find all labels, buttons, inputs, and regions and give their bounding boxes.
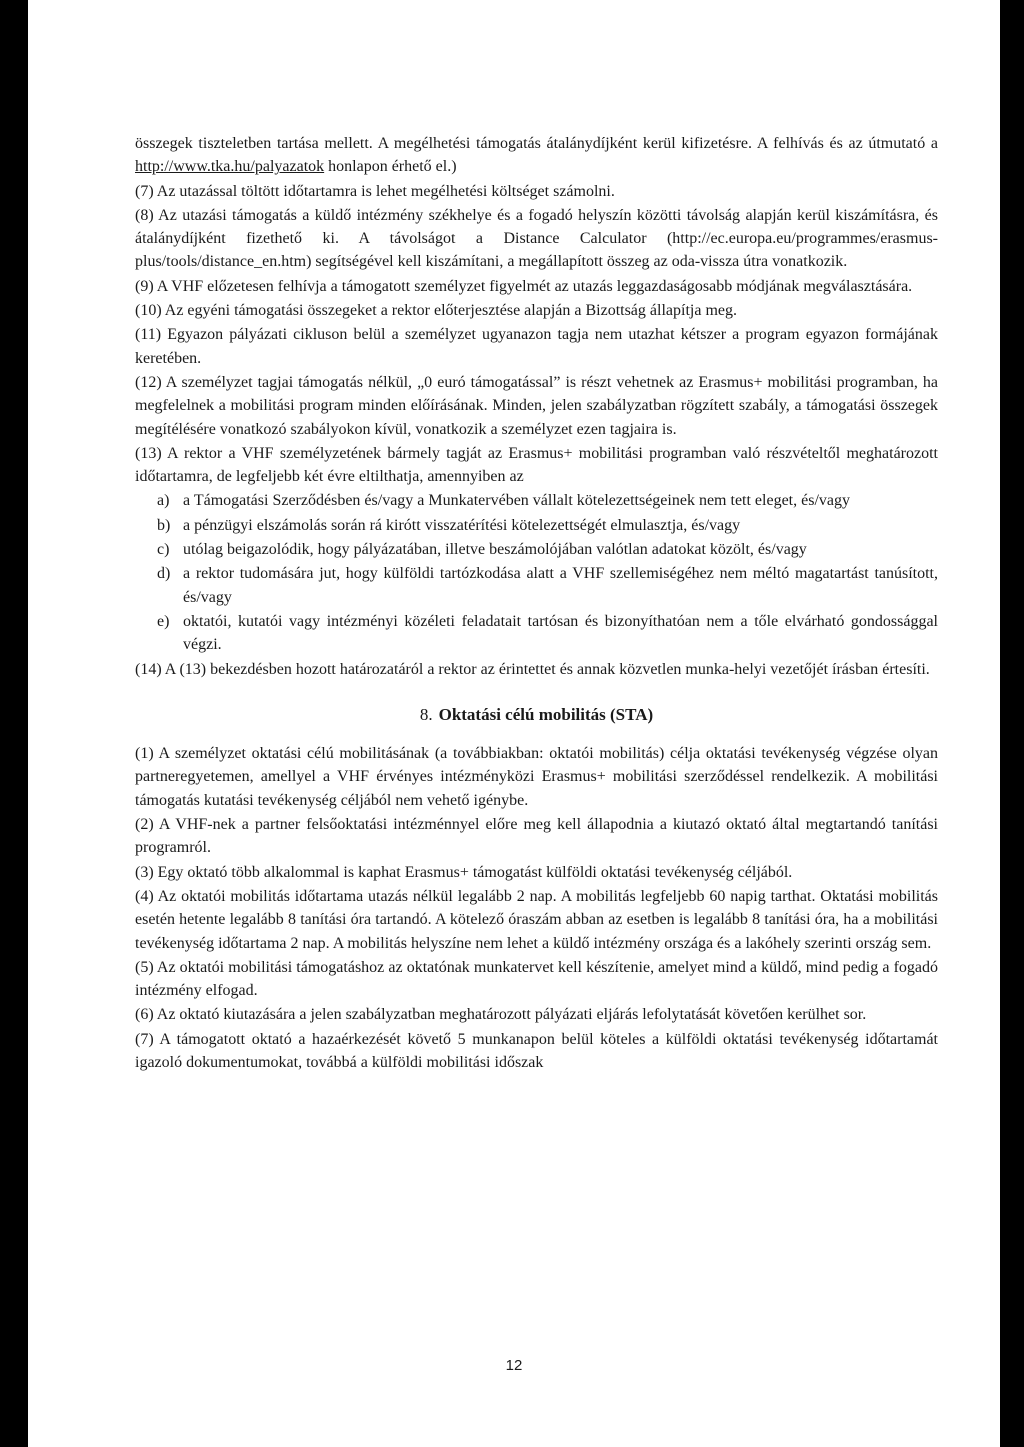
paragraph: (12) A személyzet tagjai támogatás nélkül, „0 euró támogatással” is részt vehetnek az Erasmus+ mobilitási programban, ha megfelelnek a mobilitási program minden előírásának. Minden, jelen szabályzatban rögzített szabály, a támogatási összegek megítélésére vonatkozó szabályokon kívül, vonatkozik a személyzet ezen tagjaira is. — [135, 373, 938, 438]
condition-list — [135, 489, 938, 656]
list-item-text: a Támogatási Szerződésben és/vagy a Munkatervében vállalt kötelezettségeinek nem tett eleget, és/vagy — [183, 492, 850, 510]
paragraph: (8) Az utazási támogatás a küldő intézmény székhelye és a fogadó helyszín közötti távolság alapján kerül kiszámításra, és átalánydíjként fizethető ki. A távolságot a Distance Calculator (http://ec.europa.eu/programmes/erasmus-plus/tools/distance_en.htm) segítségével kell kiszámítani, a megállapított összeg az oda-vissza útra vonatkozik. — [135, 206, 938, 271]
paragraph: (4) Az oktatói mobilitás időtartama utazás nélkül legalább 2 nap. A mobilitás legfeljebb 60 napig tarthat. Oktatási mobilitás esetén hetente legalább 8 tanítási óra tartandó. A kötelező óraszám abban az esetben is legalább 8 tanítási óra, ha a mobilitási tevékenység időtartama 2 nap. A mobilitás helyszíne nem lehet a küldő intézmény országa és a lakóhely szerinti ország sem. — [135, 887, 938, 952]
list-item — [135, 514, 938, 537]
paragraph: (5) Az oktatói mobilitási támogatáshoz az oktatónak munkatervet kell készítenie, amelyet mind a küldő, mind pedig a fogadó intézmény elfogad. — [135, 958, 938, 1000]
list-item — [135, 538, 938, 561]
page-number: 12 — [505, 1357, 523, 1374]
list-item-label: d) — [157, 565, 171, 583]
paragraph: (11) Egyazon pályázati cikluson belül a személyzet ugyanazon tagja nem utazhat kétszer a program egyazon formájának keretében. — [135, 326, 938, 367]
list-item-label: b) — [157, 516, 171, 534]
paragraph: (14) A (13) bekezdésben hozott határozatáról a rektor az érintettet és annak közvetlen munka-helyi vezetőjét írásban értesíti. — [135, 660, 930, 678]
document-page — [28, 0, 1000, 1447]
paragraph: (7) A támogatott oktató a hazaérkezését követő 5 munkanapon belül köteles a külföldi oktatási tevékenység időtartamát igazoló dokumentumokat, továbbá a külföldi mobilitási időszak — [135, 1030, 938, 1071]
paragraph: (6) Az oktató kiutazására a jelen szabályzatban meghatározott pályázati eljárás lefolytatását követően kerülhet sor. — [135, 1006, 867, 1024]
paragraph: (10) Az egyéni támogatási összegeket a rektor előterjesztése alapján a Bizottság állapítja meg. — [135, 302, 737, 320]
section-number: 8. — [419, 704, 433, 724]
list-item-text: a pénzügyi elszámolás során rá kirótt visszatérítési kötelezettségét elmulasztja, és/vagy — [183, 516, 741, 534]
paragraph-text: honlapon érhető el.) — [324, 158, 457, 176]
list-item-label: a) — [157, 492, 170, 510]
paragraph: (7) Az utazással töltött időtartamra is lehet megélhetési költséget számolni. — [135, 182, 615, 200]
paragraph: (1) A személyzet oktatási célú mobilitásának (a továbbiakban: oktatói mobilitás) célja oktatási tevékenység végzése olyan partneregyetemen, amellyel a VHF érvényes intézményközi Erasmus+ mobilitási szerződéssel rendelkezik. A mobilitási támogatás kutatási tevékenység céljából nem vehető igénybe. — [135, 745, 938, 809]
list-item-text: a rektor tudomására jut, hogy külföldi tartózkodása alatt a VHF szellemiségéhez nem méltó magatartást tanúsított, és/vagy — [183, 565, 938, 606]
section-title: Oktatási célú mobilitás (STA) — [438, 704, 654, 724]
tka-link[interactable]: http://www.tka.hu/palyazatok — [135, 158, 325, 176]
paragraph: (13) A rektor a VHF személyzetének bármely tagját az Erasmus+ mobilitási programban való részvételtől meghatározott időtartamra, de legfeljebb két évre eltilthatja, amennyiben az — [135, 444, 938, 486]
paragraph: (3) Egy oktató több alkalommal is kaphat Erasmus+ támogatást külföldi oktatási tevékenység céljából. — [135, 863, 793, 881]
document-body — [135, 132, 938, 1075]
paragraph: (2) A VHF-nek a partner felsőoktatási intézménnyel előre meg kell állapodnia a kiutazó oktató által megtartandó tanítási programról. — [135, 816, 938, 857]
list-item-label: e) — [157, 612, 170, 630]
list-item-text: utólag beigazolódik, hogy pályázatában, illetve beszámolójában valótlan adatokat közölt, és/vagy — [183, 541, 807, 559]
paragraph: (9) A VHF előzetesen felhívja a támogatott személyzet figyelmét az utazás leggazdaságosabb módjának megválasztására. — [135, 277, 913, 295]
section-heading — [135, 703, 938, 726]
list-item — [135, 562, 938, 609]
list-item-label: c) — [157, 541, 170, 559]
list-item — [135, 610, 938, 657]
paragraph-text: összegek tiszteletben tartása mellett. A megélhetési támogatás átalánydíjként kerül kifizetésre. A felhívás és az útmutató a — [135, 135, 938, 152]
list-item — [135, 489, 938, 512]
list-item-text: oktatói, kutatói vagy intézményi közéleti feladatait tartósan és bizonyíthatóan nem a tőle elvárható gondossággal végzi. — [183, 612, 938, 654]
paragraph — [135, 132, 938, 179]
